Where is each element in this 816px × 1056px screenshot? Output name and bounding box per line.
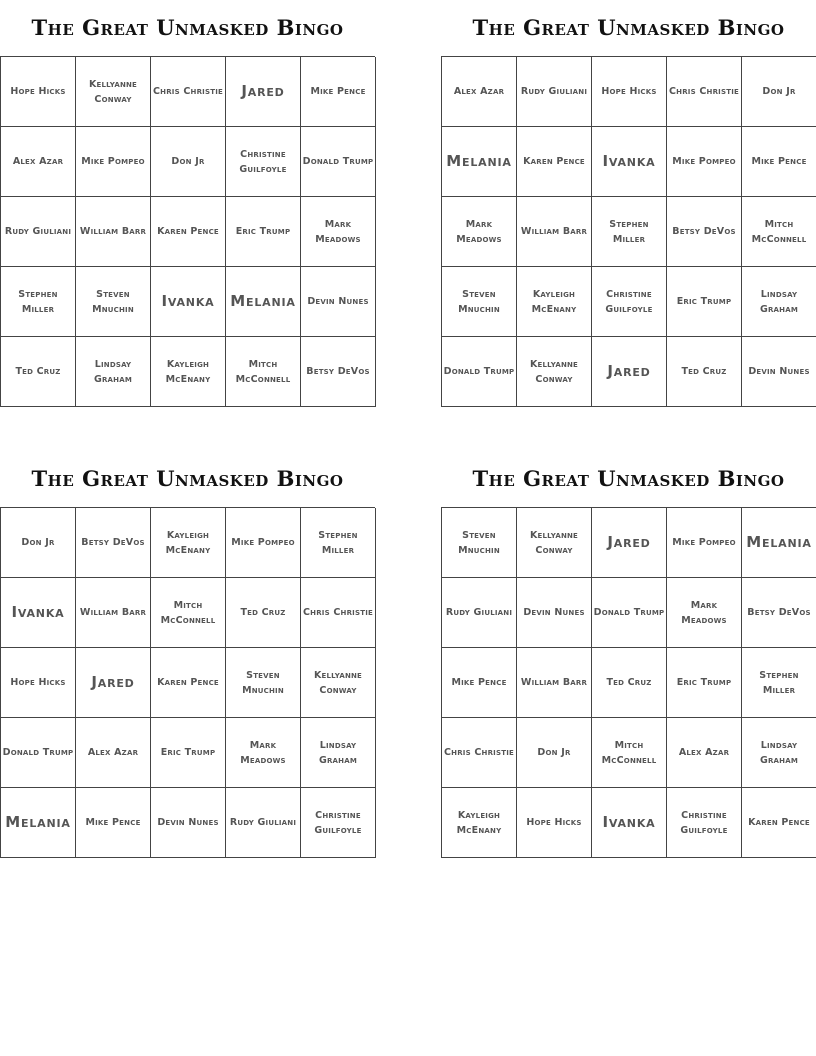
bingo-cell: Mike Pompeo — [667, 127, 742, 197]
bingo-cell: Hope Hicks — [592, 57, 667, 127]
bingo-cell: Mike Pompeo — [76, 127, 151, 197]
bingo-cell: Betsy DeVos — [76, 508, 151, 578]
bingo-cell: Mike Pence — [301, 57, 376, 127]
bingo-cell: Don Jr — [517, 718, 592, 788]
bingo-cell: Mark Meadows — [442, 197, 517, 267]
bingo-cell: Don Jr — [1, 508, 76, 578]
bingo-cell: Betsy DeVos — [667, 197, 742, 267]
bingo-cell: Hope Hicks — [1, 648, 76, 718]
bingo-grid — [441, 56, 816, 407]
bingo-cell: Kellyanne Conway — [301, 648, 376, 718]
bingo-cell: William Barr — [76, 578, 151, 648]
bingo-cell: Mike Pence — [442, 648, 517, 718]
bingo-cell: Betsy DeVos — [742, 578, 816, 648]
bingo-cell: Steven Mnuchin — [226, 648, 301, 718]
bingo-cell: Hope Hicks — [517, 788, 592, 858]
bingo-card-4 — [441, 451, 816, 858]
bingo-card-2 — [441, 0, 816, 407]
bingo-cell: Stephen Miller — [742, 648, 816, 718]
bingo-cell: Chris Christie — [442, 718, 517, 788]
bingo-cell: Alex Azar — [1, 127, 76, 197]
bingo-cell: Chris Christie — [301, 578, 376, 648]
bingo-cell: Donald Trump — [301, 127, 376, 197]
bingo-grid — [0, 56, 375, 407]
bingo-cell: Rudy Giuliani — [226, 788, 301, 858]
bingo-cell: Mark Meadows — [226, 718, 301, 788]
bingo-cell: Stephen Miller — [592, 197, 667, 267]
bingo-cell: Ted Cruz — [1, 337, 76, 407]
bingo-card-1 — [0, 0, 375, 407]
bingo-cell: Kellyanne Conway — [517, 337, 592, 407]
bingo-cell: Mike Pence — [742, 127, 816, 197]
bingo-cell: Don Jr — [742, 57, 816, 127]
bingo-cell: Jared — [226, 57, 301, 127]
bingo-cell: William Barr — [517, 197, 592, 267]
bingo-cell: Alex Azar — [667, 718, 742, 788]
bingo-cell: Ted Cruz — [667, 337, 742, 407]
bingo-cell: Ivanka — [592, 127, 667, 197]
bingo-cell: Karen Pence — [517, 127, 592, 197]
bingo-card-3 — [0, 451, 375, 858]
bingo-cell: Ted Cruz — [592, 648, 667, 718]
bingo-cell: Mark Meadows — [301, 197, 376, 267]
bingo-cell: Kayleigh McEnany — [151, 508, 226, 578]
bingo-cell: Karen Pence — [742, 788, 816, 858]
bingo-cell: Eric Trump — [226, 197, 301, 267]
bingo-cell: Donald Trump — [1, 718, 76, 788]
bingo-cell: Melania — [742, 508, 816, 578]
bingo-cell: Hope Hicks — [1, 57, 76, 127]
bingo-cell: Alex Azar — [76, 718, 151, 788]
bingo-cell: Eric Trump — [667, 267, 742, 337]
card-title: The Great Unmasked Bingo — [472, 15, 785, 40]
bingo-cell: Steven Mnuchin — [442, 267, 517, 337]
bingo-cell: Melania — [1, 788, 76, 858]
bingo-cell: Stephen Miller — [1, 267, 76, 337]
bingo-cell: Mitch McConnell — [151, 578, 226, 648]
bingo-cell: Kayleigh McEnany — [442, 788, 517, 858]
bingo-cell: Lindsay Graham — [76, 337, 151, 407]
bingo-cell: Chris Christie — [151, 57, 226, 127]
bingo-cell: Devin Nunes — [742, 337, 816, 407]
bingo-cell: Kayleigh McEnany — [517, 267, 592, 337]
bingo-cell: Mitch McConnell — [226, 337, 301, 407]
bingo-cell: Ivanka — [592, 788, 667, 858]
bingo-cell: Kellyanne Conway — [76, 57, 151, 127]
bingo-cell: Eric Trump — [151, 718, 226, 788]
bingo-cell: Ivanka — [151, 267, 226, 337]
bingo-cell: William Barr — [76, 197, 151, 267]
bingo-cell: Devin Nunes — [151, 788, 226, 858]
bingo-cell: Ivanka — [1, 578, 76, 648]
bingo-cell: Stephen Miller — [301, 508, 376, 578]
bingo-cell: Donald Trump — [442, 337, 517, 407]
bingo-cell: Melania — [226, 267, 301, 337]
bingo-cell: Devin Nunes — [517, 578, 592, 648]
bingo-cell: Mitch McConnell — [592, 718, 667, 788]
bingo-cell: Mike Pompeo — [667, 508, 742, 578]
bingo-cell: Christine Guilfoyle — [226, 127, 301, 197]
bingo-cell: Mitch McConnell — [742, 197, 816, 267]
bingo-cell: Christine Guilfoyle — [592, 267, 667, 337]
bingo-cell: Lindsay Graham — [742, 267, 816, 337]
bingo-grid — [0, 507, 375, 858]
bingo-cell: Steven Mnuchin — [442, 508, 517, 578]
card-title: The Great Unmasked Bingo — [31, 15, 344, 40]
bingo-cell: Kayleigh McEnany — [151, 337, 226, 407]
bingo-cell: Melania — [442, 127, 517, 197]
bingo-cell: Mike Pompeo — [226, 508, 301, 578]
card-title: The Great Unmasked Bingo — [31, 466, 344, 491]
bingo-cell: Jared — [592, 508, 667, 578]
card-title: The Great Unmasked Bingo — [472, 466, 785, 491]
bingo-cell: Mark Meadows — [667, 578, 742, 648]
bingo-cell: Rudy Giuliani — [1, 197, 76, 267]
bingo-cell: Lindsay Graham — [742, 718, 816, 788]
bingo-cell: Ted Cruz — [226, 578, 301, 648]
bingo-cell: Jared — [76, 648, 151, 718]
bingo-cell: Eric Trump — [667, 648, 742, 718]
bingo-cell: Jared — [592, 337, 667, 407]
bingo-cell: Lindsay Graham — [301, 718, 376, 788]
bingo-grid — [441, 507, 816, 858]
bingo-cell: William Barr — [517, 648, 592, 718]
bingo-cell: Karen Pence — [151, 648, 226, 718]
bingo-cell: Steven Mnuchin — [76, 267, 151, 337]
bingo-cell: Kellyanne Conway — [517, 508, 592, 578]
bingo-cell: Rudy Giuliani — [517, 57, 592, 127]
bingo-cell: Don Jr — [151, 127, 226, 197]
bingo-cell: Chris Christie — [667, 57, 742, 127]
bingo-cell: Mike Pence — [76, 788, 151, 858]
bingo-cell: Rudy Giuliani — [442, 578, 517, 648]
bingo-cell: Alex Azar — [442, 57, 517, 127]
bingo-cell: Donald Trump — [592, 578, 667, 648]
bingo-cell: Devin Nunes — [301, 267, 376, 337]
bingo-cell: Christine Guilfoyle — [301, 788, 376, 858]
bingo-cell: Betsy DeVos — [301, 337, 376, 407]
bingo-cell: Karen Pence — [151, 197, 226, 267]
bingo-cell: Christine Guilfoyle — [667, 788, 742, 858]
